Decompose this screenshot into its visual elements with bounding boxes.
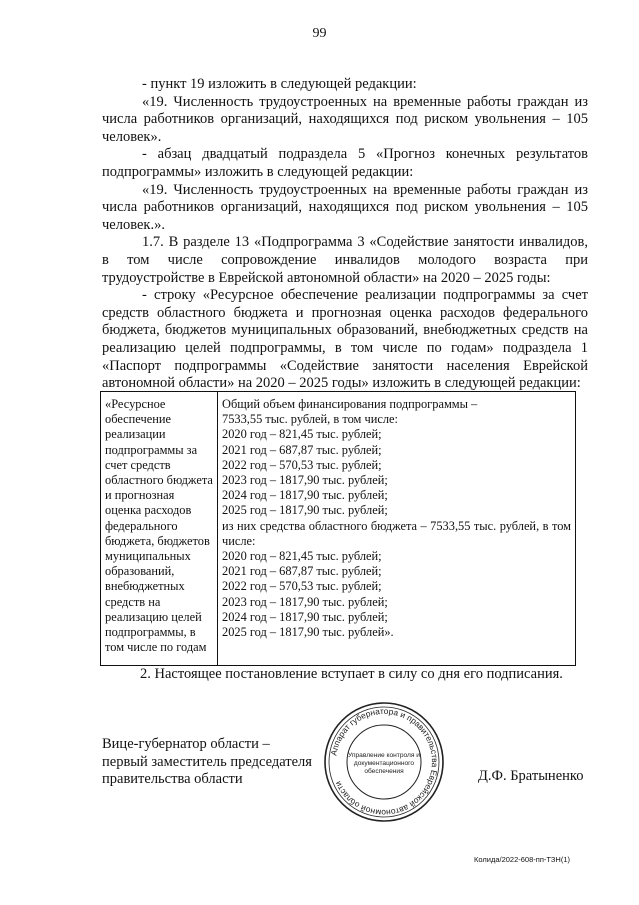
table-line: 2022 год – 570,53 тыс. рублей; bbox=[222, 457, 382, 472]
table-line: из них средства областного бюджета – 7533,55 тыс. рублей, в том числе: bbox=[222, 518, 571, 548]
table-line: 7533,55 тыс. рублей, в том числе: bbox=[222, 412, 398, 427]
paragraph-5: 1.7. В разделе 13 «Подпрограмма 3 «Содействие занятости инвалидов, в том числе сопровождение инвалидов молодого возраста при трудоустройстве в Еврейской автономной области» на 2020 – 2025 годы: bbox=[102, 234, 588, 286]
table-right-cell bbox=[218, 392, 576, 666]
paragraph-1: - пункт 19 изложить в следующей редакции: bbox=[142, 76, 417, 92]
seal-center-line: документационного bbox=[353, 760, 415, 767]
signatory-title-line: первый заместитель председателя bbox=[102, 753, 312, 770]
footer-code: Колида/2022-608-пп-ТЗН(1) bbox=[474, 855, 570, 864]
page-number: 99 bbox=[312, 26, 327, 41]
paragraph-3: - абзац двадцатый подраздела 5 «Прогноз конечных результатов подпрограммы» изложить в следующей редакции: bbox=[102, 146, 588, 180]
signatory-title-line: правительства области bbox=[102, 771, 243, 788]
financing-table bbox=[100, 391, 576, 666]
seal-ring-text: Аппарат губернатора и правительства Еврейской автономной области bbox=[328, 705, 441, 819]
table-line: 2020 год – 821,45 тыс. рублей; bbox=[222, 549, 382, 564]
signatory-name: Д.Ф. Братыненко bbox=[478, 768, 584, 784]
table-row bbox=[101, 392, 576, 666]
seal-center-line: обеспечения bbox=[364, 768, 404, 775]
table-line: 2021 год – 687,87 тыс. рублей; bbox=[222, 442, 382, 457]
table-line: 2023 год – 1817,90 тыс. рублей; bbox=[222, 594, 388, 609]
seal-center-line: Управление контроля и bbox=[348, 752, 420, 759]
table-left-cell: «Ресурсное обеспечение реализации подпрограммы за счет средств областного бюджета и прогнозная оценка расходов федерального бюджета, бюджетов муниципальных образований, внебюджетных средств на реализацию целей подпрограммы, в том числе по годам bbox=[101, 392, 218, 666]
paragraph-2: «19. Численность трудоустроенных на временные работы граждан из числа работников организаций, находящихся под риском увольнения – 105 человек». bbox=[102, 93, 588, 145]
table-line: 2025 год – 1817,90 тыс. рублей». bbox=[222, 625, 394, 640]
table-line: 2020 год – 821,45 тыс. рублей; bbox=[222, 427, 382, 442]
signatory-title bbox=[102, 736, 312, 789]
paragraph-6: - строку «Ресурсное обеспечение реализации подпрограммы за счет средств областного бюджета и прогнозная оценка расходов федерального бюджета, бюджетов муниципальных образований, внебюджетных средств на реализацию целей подпрограммы, в том числе по годам» подраздела 1 «Паспорт подпрограммы «Содействие занятости населения Еврейской автономной области» на 2020 – 2025 годы» изложить в следующей редакции: bbox=[102, 287, 588, 392]
table-line: 2022 год – 570,53 тыс. рублей; bbox=[222, 579, 382, 594]
body-text bbox=[102, 76, 588, 393]
table-line: 2024 год – 1817,90 тыс. рублей; bbox=[222, 488, 388, 503]
table-line: 2021 год – 687,87 тыс. рублей; bbox=[222, 564, 382, 579]
table-line: 2025 год – 1817,90 тыс. рублей; bbox=[222, 503, 388, 518]
official-seal bbox=[322, 700, 446, 824]
final-paragraph: 2. Настоящее постановление вступает в силу со дня его подписания. bbox=[140, 666, 563, 682]
table-line: 2023 год – 1817,90 тыс. рублей; bbox=[222, 473, 388, 488]
paragraph-4: «19. Численность трудоустроенных на временные работы граждан из числа работников организаций, находящихся под риском увольнения – 105 человек.». bbox=[102, 181, 588, 233]
table-line: Общий объем финансирования подпрограммы – bbox=[222, 397, 478, 411]
table-line: 2024 год – 1817,90 тыс. рублей; bbox=[222, 609, 388, 624]
signatory-title-line: Вице-губернатор области – bbox=[102, 736, 270, 752]
